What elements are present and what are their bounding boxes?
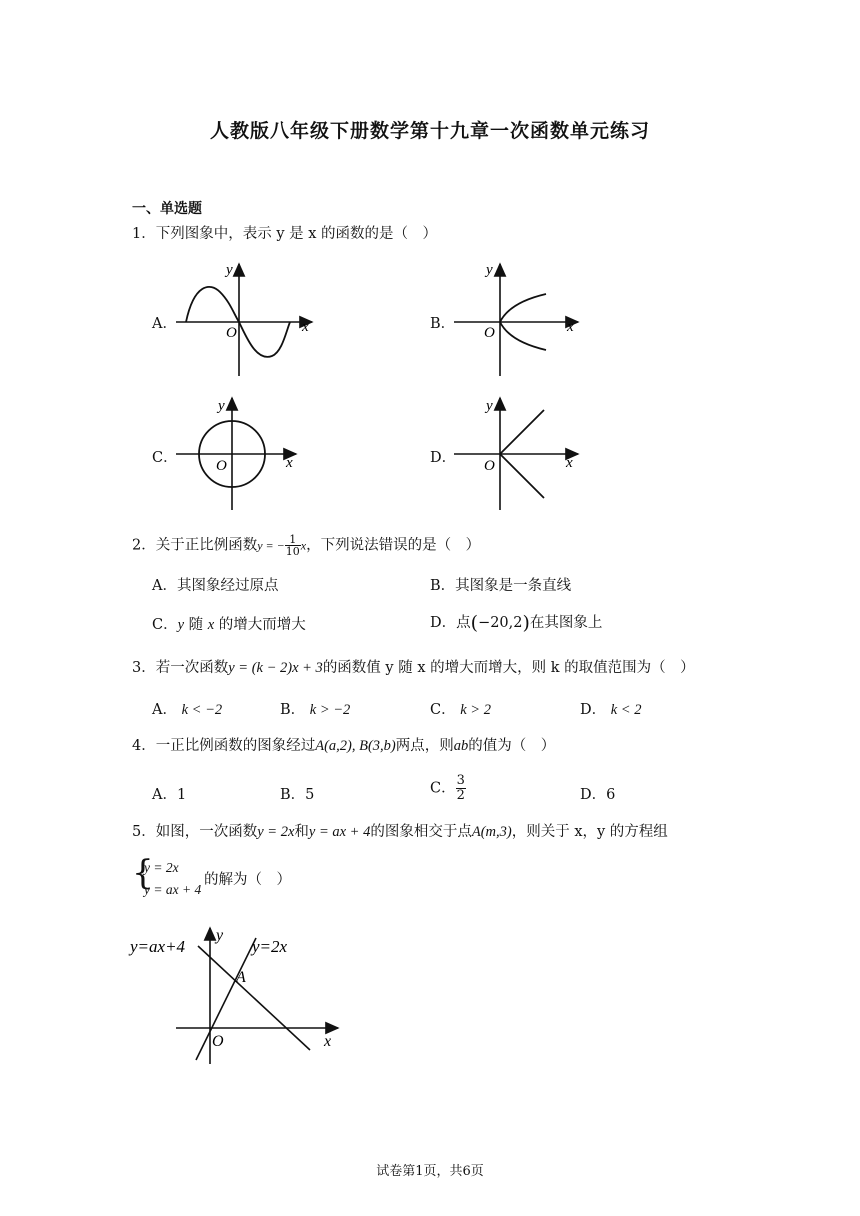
q1-option-a-label[interactable]: A． (152, 316, 177, 332)
svg-text:y: y (486, 262, 493, 278)
q4-option-a[interactable]: A．1 (152, 787, 187, 803)
question-3-stem: 3．若一次函数y = (k − 2)x + 3的函数值 y 随 x 的增大而增大，则 k 的取值范围为（ ） (132, 660, 695, 676)
svg-text:O: O (216, 458, 227, 474)
q1-graph-b (450, 258, 590, 380)
q1-graph-c (172, 392, 312, 514)
q3-option-b[interactable]: B． k > −2 (280, 702, 351, 718)
q3-option-c[interactable]: C． k > 2 (430, 702, 491, 718)
y-label: y (216, 927, 224, 944)
y-label: y (226, 262, 233, 278)
q1-graph-d (450, 392, 590, 514)
page-title: 人教版八年级下册数学第十九章一次函数单元练习 (209, 120, 650, 142)
q2-option-a[interactable]: A．其图象经过原点 (152, 578, 279, 594)
line-y-2x (196, 938, 256, 1060)
svg-text:x: x (567, 319, 574, 335)
svg-text:y: y (218, 398, 225, 414)
svg-text:y: y (486, 398, 493, 414)
q1-option-d-label[interactable]: D． (430, 450, 457, 466)
section-heading: 一、单选题 (132, 201, 202, 217)
equation-system: { y = 2x y = ax + 4 的解为（ ） (132, 853, 291, 897)
x-label: x (324, 1033, 332, 1050)
q4-option-d[interactable]: D．6 (580, 787, 616, 803)
question-5-stem: 5．如图，一次函数y = 2x和y = ax + 4的图象相交于点A(m,3)，则关于 x，y 的方程组 (132, 824, 668, 840)
label-y-2x: y=2x (252, 937, 288, 956)
svg-text:x: x (566, 455, 573, 471)
q3-option-a[interactable]: A． k < −2 (152, 702, 223, 718)
q2-option-c[interactable]: C．y 随 x 的增大而增大 (152, 617, 306, 633)
svg-text:x: x (286, 455, 293, 471)
q4-option-c[interactable]: C． $\frac{3}{2}$ (430, 773, 465, 803)
q2-option-b[interactable]: B．其图象是一条直线 (430, 578, 572, 594)
upper-ray (500, 410, 544, 454)
q1-option-b-label[interactable]: B． (430, 316, 456, 332)
q4-option-b[interactable]: B．5 (280, 787, 315, 803)
q1-option-c-label[interactable]: C． (152, 450, 178, 466)
q5-figure (126, 920, 356, 1070)
x-label: x (302, 319, 309, 335)
q2-option-d[interactable]: D．点(−20,2)在其图象上 (430, 612, 603, 634)
origin-label: O (226, 325, 237, 341)
question-4-stem: 4．一正比例函数的图象经过A(a,2), B(3,b)两点，则ab的值为（ ） (132, 738, 556, 754)
question-1-stem: 1．下列图象中，表示 y 是 x 的函数的是（ ） (132, 226, 438, 242)
page-footer: 试卷第1页，共6页 (376, 1164, 484, 1179)
lower-ray (500, 454, 544, 498)
svg-text:O: O (484, 458, 495, 474)
q1-graph-a (172, 258, 322, 380)
origin-label: O (212, 1033, 224, 1050)
question-2-stem: 2．关于正比例函数y = − $\frac{1}{10}$ x，下列说法错误的是（ ） (132, 533, 481, 558)
svg-text:O: O (484, 325, 495, 341)
point-a-label: A (236, 969, 246, 986)
q3-option-d[interactable]: D． k < 2 (580, 702, 642, 718)
label-y-ax4: y=ax+4 (130, 937, 186, 956)
